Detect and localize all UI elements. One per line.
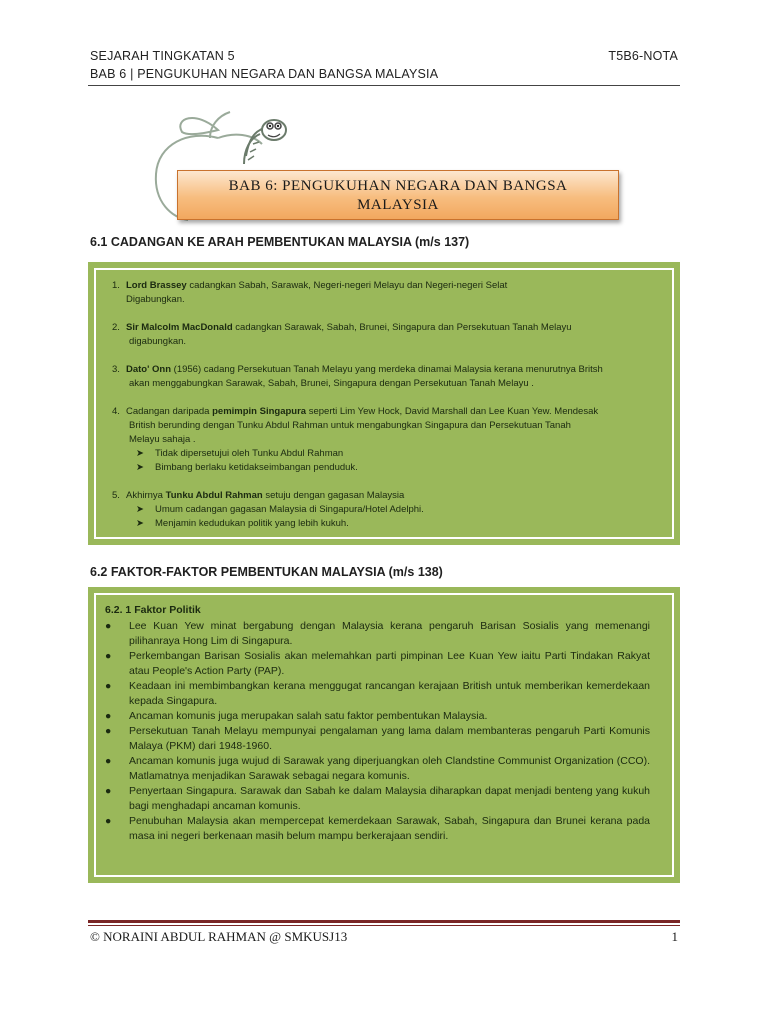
bullet-icon: ● bbox=[105, 755, 112, 767]
bullet-item: ● Ancaman komunis juga merupakan salah satu faktor pembentukan Malaysia. bbox=[105, 710, 488, 722]
page-number: 1 bbox=[671, 929, 678, 944]
subsection-heading: 6.2. 1 Faktor Politik bbox=[105, 604, 201, 616]
bullet-item: ● Lee Kuan Yew minat bergabung dengan Malaysia kerana pengaruh Barisan Sosialis yang memenangi pilihanraya Hong Lim di Singapura. bbox=[105, 620, 650, 647]
sub-item: ➤ Umum cadangan gagasan Malaysia di Singapura/Hotel Adelphi. bbox=[136, 504, 424, 515]
sub-item: ➤ Bimbang berlaku ketidakseimbangan penduduk. bbox=[136, 462, 358, 473]
section-6-1-panel bbox=[88, 262, 680, 545]
bullet-item: ● Keadaan ini membimbangkan kerana menggugat rancangan kerajaan British untuk memberikan kemerdekaan kepada Singapura. bbox=[105, 680, 650, 707]
bullet-item: ● Perkembangan Barisan Sosialis akan melemahkan parti pimpinan Lee Kuan Yew iaitu Parti Tindakan Rakyat atau People's Action Party (PAP). bbox=[105, 650, 650, 677]
political-factors bbox=[105, 603, 650, 844]
chapter-title-box bbox=[177, 170, 619, 220]
proposal-list bbox=[112, 279, 662, 531]
header-rule bbox=[88, 85, 680, 86]
section-6-2-panel bbox=[88, 587, 680, 883]
header-code: T5B6-NOTA bbox=[608, 49, 678, 63]
section-6-2-heading: 6.2 FAKTOR-FAKTOR PEMBENTUKAN MALAYSIA (m/s 138) bbox=[90, 565, 443, 579]
bullet-item: ● Penubuhan Malaysia akan mempercepat kemerdekaan Sarawak, Sabah, Singapura dan Brunei kerana pada masa ini negeri berkenaan masih belum mampu berkerajaan sendiri. bbox=[105, 815, 650, 842]
sub-item: ➤ Menjamin kedudukan politik yang lebih kukuh. bbox=[136, 518, 349, 529]
footer-rule-top bbox=[88, 920, 680, 923]
section-6-1-heading: 6.1 CADANGAN KE ARAH PEMBENTUKAN MALAYSIA (m/s 137) bbox=[90, 235, 470, 249]
arrow-bullet-icon: ➤ bbox=[136, 448, 144, 459]
footer-author: © NORAINI ABDUL RAHMAN @ SMKUSJ13 bbox=[90, 929, 348, 944]
bullet-icon: ● bbox=[105, 620, 112, 632]
bullet-icon: ● bbox=[105, 710, 112, 722]
list-item: 3. Dato' Onn (1956) cadang Persekutuan Tanah Melayu yang merdeka dinamai Malaysia kerana menurutnya Britsh akan menggabungkan Sarawak, Sabah, Brunei, Singapura dengan Persekutuan Tanah Melayu . bbox=[112, 364, 603, 389]
chapter-title-line1: BAB 6: PENGUKUHAN NEGARA DAN BANGSA bbox=[228, 178, 568, 194]
bullet-icon: ● bbox=[105, 815, 112, 827]
bullet-item: ● Penyertaan Singapura. Sarawak dan Sabah ke dalam Malaysia diharapkan dapat menjadi benteng yang kukuh bagi menghadapi ancaman komunis. bbox=[105, 785, 650, 812]
arrow-bullet-icon: ➤ bbox=[136, 518, 144, 529]
list-item: 1. Lord Brassey cadangkan Sabah, Sarawak, Negeri-negeri Melayu dan Negeri-negeri Selat Digabungkan. bbox=[112, 280, 508, 305]
list-item: 5. Akhirnya Tunku Abdul Rahman setuju dengan gagasan Malaysia ➤ Umum cadangan gagasan Malaysia di Singapura/Hotel Adelphi. ➤ Menjamin kedudukan politik yang lebih kukuh. bbox=[112, 489, 662, 531]
sub-item: ➤ Tidak dipersetujui oleh Tunku Abdul Rahman bbox=[136, 448, 344, 459]
arrow-bullet-icon: ➤ bbox=[136, 462, 144, 473]
bullet-icon: ● bbox=[105, 725, 112, 737]
bullet-icon: ● bbox=[105, 680, 112, 692]
list-item: 4. Cadangan daripada pemimpin Singapura seperti Lim Yew Hock, David Marshall dan Lee Kuan Yew. Mendesak British berunding dengan Tunku Abdul Rahman untuk mengabungkan Singapura dan Persekutuan Tanah Melayu sahaja . ➤ Tidak dipersetujui oleh Tunku Abdul Rahman ➤ Bimbang berlaku ketidakseimbangan penduduk. bbox=[112, 405, 662, 475]
header-chapter: BAB 6 | PENGUKUHAN NEGARA DAN BANGSA MALAYSIA bbox=[90, 67, 439, 81]
header-subject: SEJARAH TINGKATAN 5 bbox=[90, 49, 235, 63]
arrow-bullet-icon: ➤ bbox=[136, 504, 144, 515]
footer-rule-bottom bbox=[88, 925, 680, 926]
bullet-icon: ● bbox=[105, 650, 112, 662]
bullet-item: ● Ancaman komunis juga wujud di Sarawak yang diperjuangkan oleh Clandstine Communist Organization (CCO). Matlamatnya menjadikan Sarawak sebagai negara komunis. bbox=[105, 755, 650, 782]
bullet-icon: ● bbox=[105, 785, 112, 797]
list-item: 2. Sir Malcolm MacDonald cadangkan Sarawak, Sabah, Brunei, Singapura dan Persekutuan Tanah Melayu digabungkan. bbox=[112, 322, 572, 347]
chapter-title-line2: MALAYSIA bbox=[357, 197, 439, 213]
bullet-item: ● Persekutuan Tanah Melayu mempunyai pengalaman yang lama dalam membanteras pengaruh Parti Komunis Malaya (PKM) dari 1948-1960. bbox=[105, 725, 650, 752]
